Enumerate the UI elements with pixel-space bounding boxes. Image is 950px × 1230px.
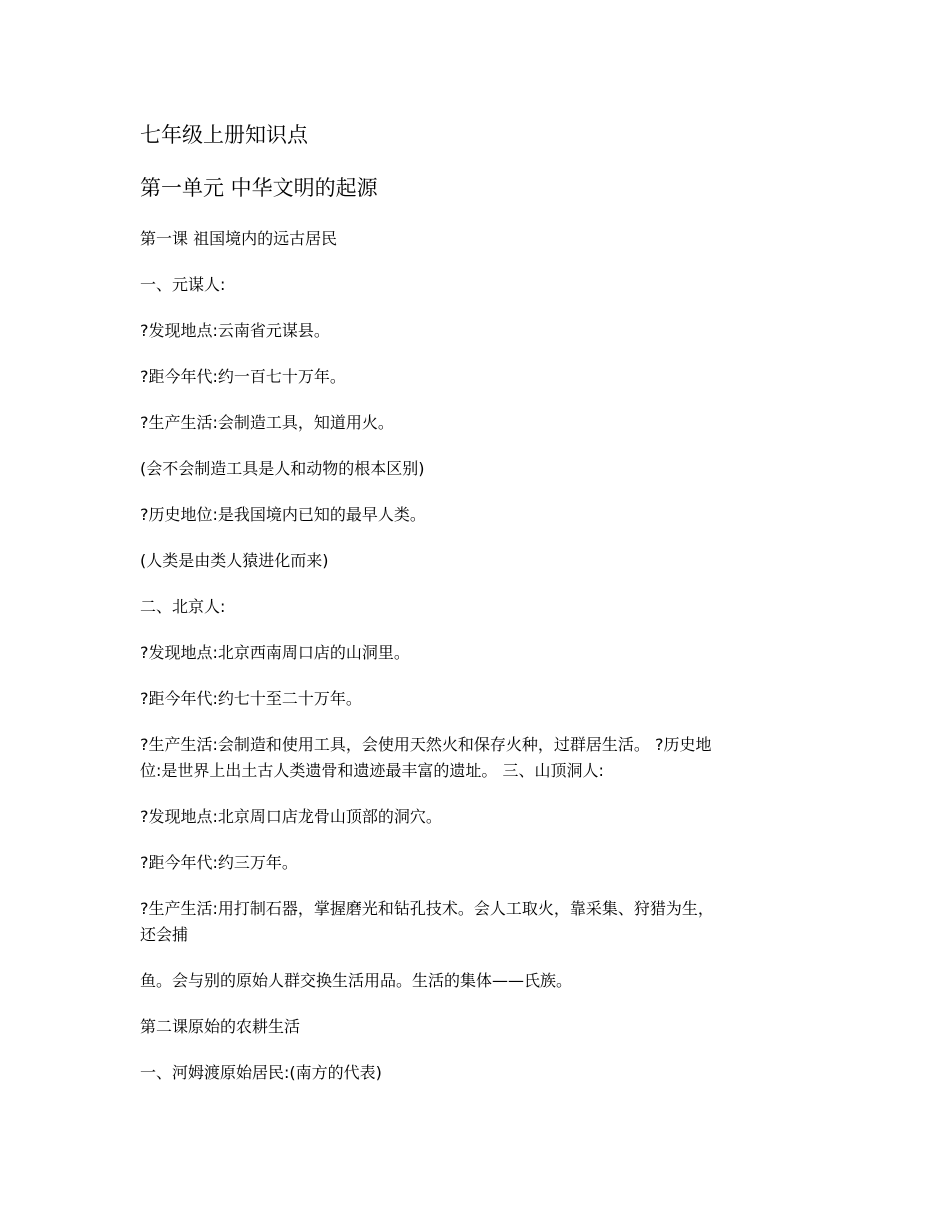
yuanmou-age: ?距今年代:约一百七十万年。 bbox=[140, 367, 346, 386]
beijing-life-line-2: 位:是世界上出土古人类遗骨和遗迹最丰富的遗址。 三、山顶洞人: bbox=[140, 761, 604, 780]
shanding-location: ?发现地点:北京周口店龙骨山顶部的洞穴。 bbox=[140, 807, 442, 826]
document-title: 七年级上册知识点 bbox=[140, 123, 308, 147]
shanding-life-line-3: 鱼。会与别的原始人群交换生活用品。生活的集体——氏族。 bbox=[140, 971, 573, 990]
yuanmou-location: ?发现地点:云南省元谋县。 bbox=[140, 321, 330, 340]
shanding-age: ?距今年代:约三万年。 bbox=[140, 853, 298, 872]
shanding-life-line-1: ?生产生活:用打制石器，掌握磨光和钻孔技术。会人工取火，靠采集、狩猎为生， bbox=[140, 899, 714, 918]
beijing-life-line-1: ?生产生活:会制造和使用工具，会使用天然火和保存火种，过群居生活。 ?历史地 bbox=[140, 735, 712, 754]
yuanmou-heading: 一、元谋人: bbox=[140, 275, 226, 294]
yuanmou-note-1: (会不会制造工具是人和动物的根本区别) bbox=[140, 459, 425, 478]
hemudu-heading: 一、河姆渡原始居民:(南方的代表) bbox=[140, 1063, 382, 1082]
lesson1-heading: 第一课 祖国境内的远古居民 bbox=[140, 229, 338, 248]
yuanmou-life: ?生产生活:会制造工具，知道用火。 bbox=[140, 413, 394, 432]
shanding-life-line-2: 还会捕 bbox=[140, 925, 189, 944]
beijing-heading: 二、北京人: bbox=[140, 597, 226, 616]
beijing-age: ?距今年代:约七十至二十万年。 bbox=[140, 689, 362, 708]
beijing-location: ?发现地点:北京西南周口店的山洞里。 bbox=[140, 643, 410, 662]
unit-title: 第一单元 中华文明的起源 bbox=[140, 176, 378, 200]
yuanmou-status: ?历史地位:是我国境内已知的最早人类。 bbox=[140, 505, 426, 524]
lesson2-heading: 第二课原始的农耕生活 bbox=[140, 1017, 301, 1036]
yuanmou-note-2: (人类是由类人猿进化而来) bbox=[140, 551, 329, 570]
